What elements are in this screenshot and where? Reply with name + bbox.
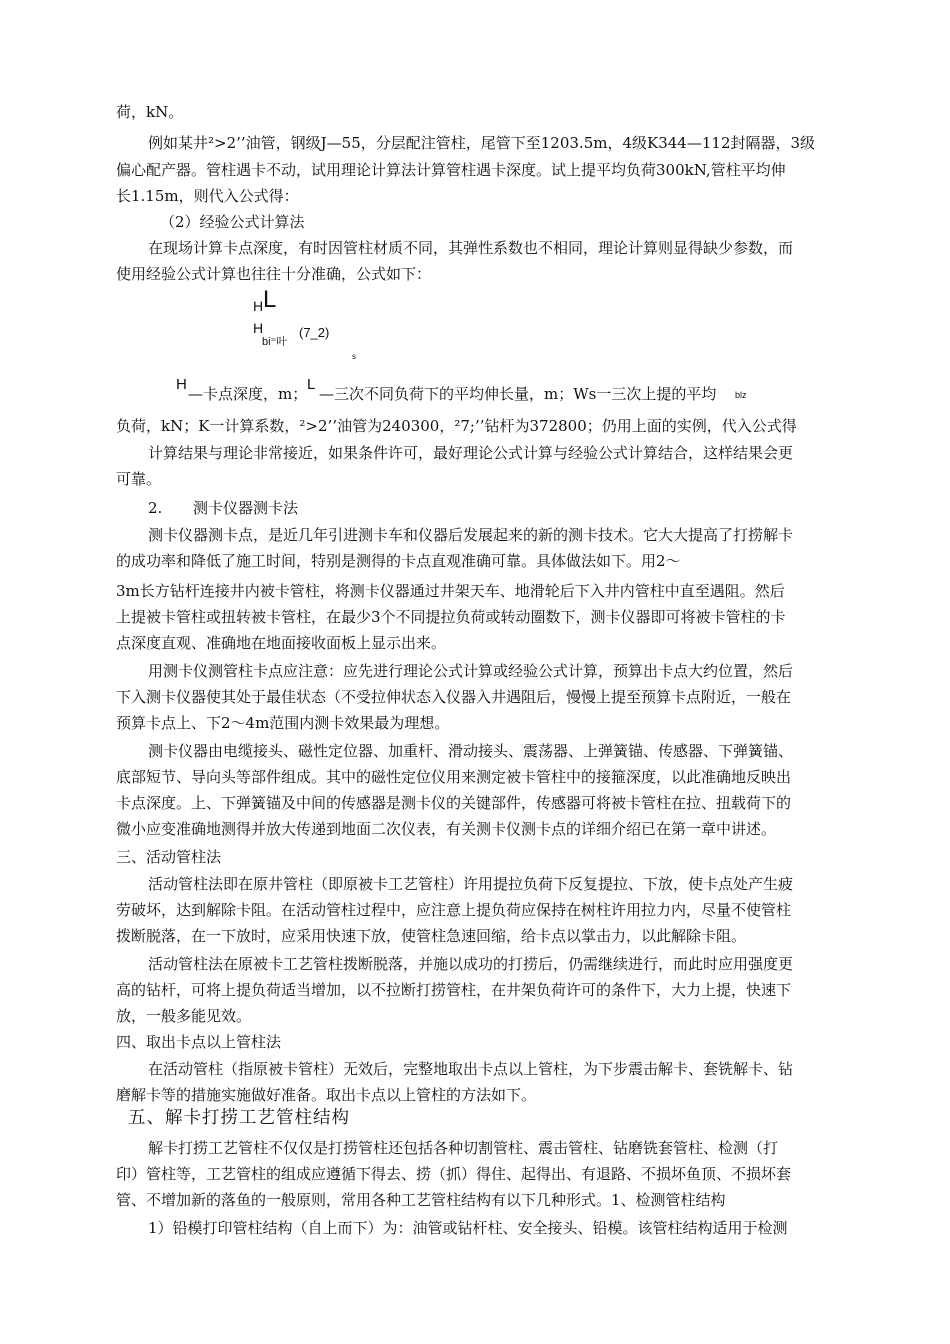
text-line: 计算结果与理论非常接近，如果条件许可，最好理论公式计算与经验公式计算结合，这样结果会更 <box>148 444 794 462</box>
text-line: 例如某井²>2’’油管，钢级J—55，分层配注管柱，尾管下至1203.5m，4级K344—112封隔器，3级 <box>148 134 816 152</box>
section-number: 2. <box>148 499 163 517</box>
text-line: 3m长方钻杆连接井内被卡管柱，将测卡仪器通过井架天车、地滑轮后下入井内管柱中直至遇阻。然后 <box>116 582 785 600</box>
def-h-symbol: H <box>176 376 187 393</box>
formula-h: H <box>253 298 264 314</box>
formula-h2: H <box>253 320 264 336</box>
text-line: 下入测卡仪器使其处于最佳状态（不受拉伸状态入仪器入井遇阻后，慢慢上提至预算卡点附近，一般在 <box>116 688 792 706</box>
text-line: 测卡仪器由电缆接头、磁性定位器、加重杆、滑动接头、震荡器、上弹簧锚、传感器、下弹簧锚、 <box>148 742 794 760</box>
text-line: 卡点深度。上、下弹簧锚及中间的传感器是测卡仪的关键部件，传感器可将被卡管柱在拉、扭载荷下的 <box>116 794 792 812</box>
text-line: 微小应变准确地测得并放大传递到地面二次仪表，有关测卡仪测卡点的详细介绍已在第一章中讲述。 <box>116 820 777 838</box>
text-line: 测卡仪器测卡点，是近几年引进测卡车和仪器后发展起来的新的测卡技术。它大大提高了打捞解卡 <box>148 526 794 544</box>
def-l-symbol: L <box>307 376 316 393</box>
section-heading: 三、活动管柱法 <box>116 848 222 866</box>
subsection-heading: （2）经验公式计算法 <box>160 213 305 231</box>
text-line: —卡点深度，m； <box>188 385 308 403</box>
text-line: 荷，kN。 <box>116 103 184 121</box>
text-line: 使用经验公式计算也往往十分准确，公式如下： <box>116 265 432 283</box>
formula-number: (7_2) <box>299 325 330 340</box>
section-heading: 五、解卡打捞工艺管柱结构 <box>128 1108 350 1128</box>
text-line: 高的钻杆，可将上提负荷适当增加，以不拉断打捞管柱，在井架负荷许可的条件下，大力上提，快速下 <box>116 981 792 999</box>
text-line: 点深度直观、准确地在地面接收面板上显示出来。 <box>116 634 447 652</box>
formula-sub: bi⁼叶 <box>262 336 288 348</box>
text-line: 上提被卡管柱或扭转被卡管柱，在最少3个不同提拉负荷或转动圈数下，测卡仪器即可将被卡管柱的卡 <box>116 608 786 626</box>
text-line: 偏心配产器。管柱遇卡不动，试用理论计算法计算管柱遇卡深度。试上提平均负荷300kN,管柱平均伸 <box>116 161 786 179</box>
subsection-heading: 测卡仪器测卡法 <box>193 499 299 517</box>
text-line: 管、不增加新的落鱼的一般原则，常用各种工艺管柱结构有以下几种形式。1、检测管柱结构 <box>116 1191 726 1209</box>
text-line: 印）管柱等，工艺管柱的组成应遵循下得去、捞（抓）得住、起得出、有退路、不损坏鱼顶、不损坏套 <box>116 1165 792 1183</box>
text-line: —三次不同负荷下的平均伸长量，m；Ws一三次上提的平均 <box>319 385 717 403</box>
text-line: 长1.15m，则代入公式得： <box>116 187 299 205</box>
text-line: 劳破坏，达到解除卡阻。在活动管柱过程中，应注意上提负荷应保持在树柱许用拉力内，尽量不使管柱 <box>116 901 792 919</box>
text-line: 预算卡点上、下2〜4m范围内测卡效果最为理想。 <box>116 714 450 732</box>
text-line: 活动管柱法在原被卡工艺管柱拨断脱落，并施以成功的打捞后，仍需继续进行，而此时应用强度更 <box>148 955 794 973</box>
text-line: 1）铅模打印管柱结构（自上而下）为：油管或钻杆柱、安全接头、铅模。该管柱结构适用于检测 <box>148 1219 788 1237</box>
text-line: 拨断脱落，在一下放时，应采用快速下放，使管柱急速回缩，给卡点以掌击力，以此解除卡阻。 <box>116 927 747 945</box>
text-line: 负荷，kN；K一计算系数，²>2’’油管为240300，²7;’’钻杆为372800；仍用上面的实例，代入公式得 <box>116 417 797 435</box>
text-line: 底部短节、导向头等部件组成。其中的磁性定位仪用来测定被卡管柱中的接箍深度，以此准确地反映出 <box>116 768 792 786</box>
text-line: 可靠。 <box>116 470 162 488</box>
text-line: 磨解卡等的措施实施做好准备。取出卡点以上管柱的方法如下。 <box>116 1086 537 1104</box>
section-heading: 四、取出卡点以上管柱法 <box>116 1033 282 1051</box>
text-line: 放，一般多能见效。 <box>116 1007 252 1025</box>
text-line: 在活动管柱（指原被卡管柱）无效后，完整地取出卡点以上管柱，为下步震击解卡、套铣解卡、钻 <box>148 1060 794 1078</box>
text-line: 在现场计算卡点深度，有时因管柱材质不同，其弹性系数也不相同，理论计算则显得缺少参数，而 <box>148 239 794 257</box>
formula-l: L <box>263 286 277 313</box>
text-line: 解卡打捞工艺管柱不仅仅是打捞管柱还包括各种切割管柱、震击管柱、钻磨铣套管柱、检测（打 <box>148 1139 779 1157</box>
formula-s: s <box>352 352 356 361</box>
text-line: 用测卡仪测管柱卡点应注意：应先进行理论公式计算或经验公式计算，预算出卡点大约位置，然后 <box>148 662 794 680</box>
def-blz: blz <box>735 390 747 400</box>
text-line: 活动管柱法即在原井管柱（即原被卡工艺管柱）许用提拉负荷下反复提拉、下放，使卡点处产生疲 <box>148 875 794 893</box>
text-line: 的成功率和降低了施工时间，特别是测得的卡点直观准确可靠。具体做法如下。用2〜 <box>116 552 681 570</box>
